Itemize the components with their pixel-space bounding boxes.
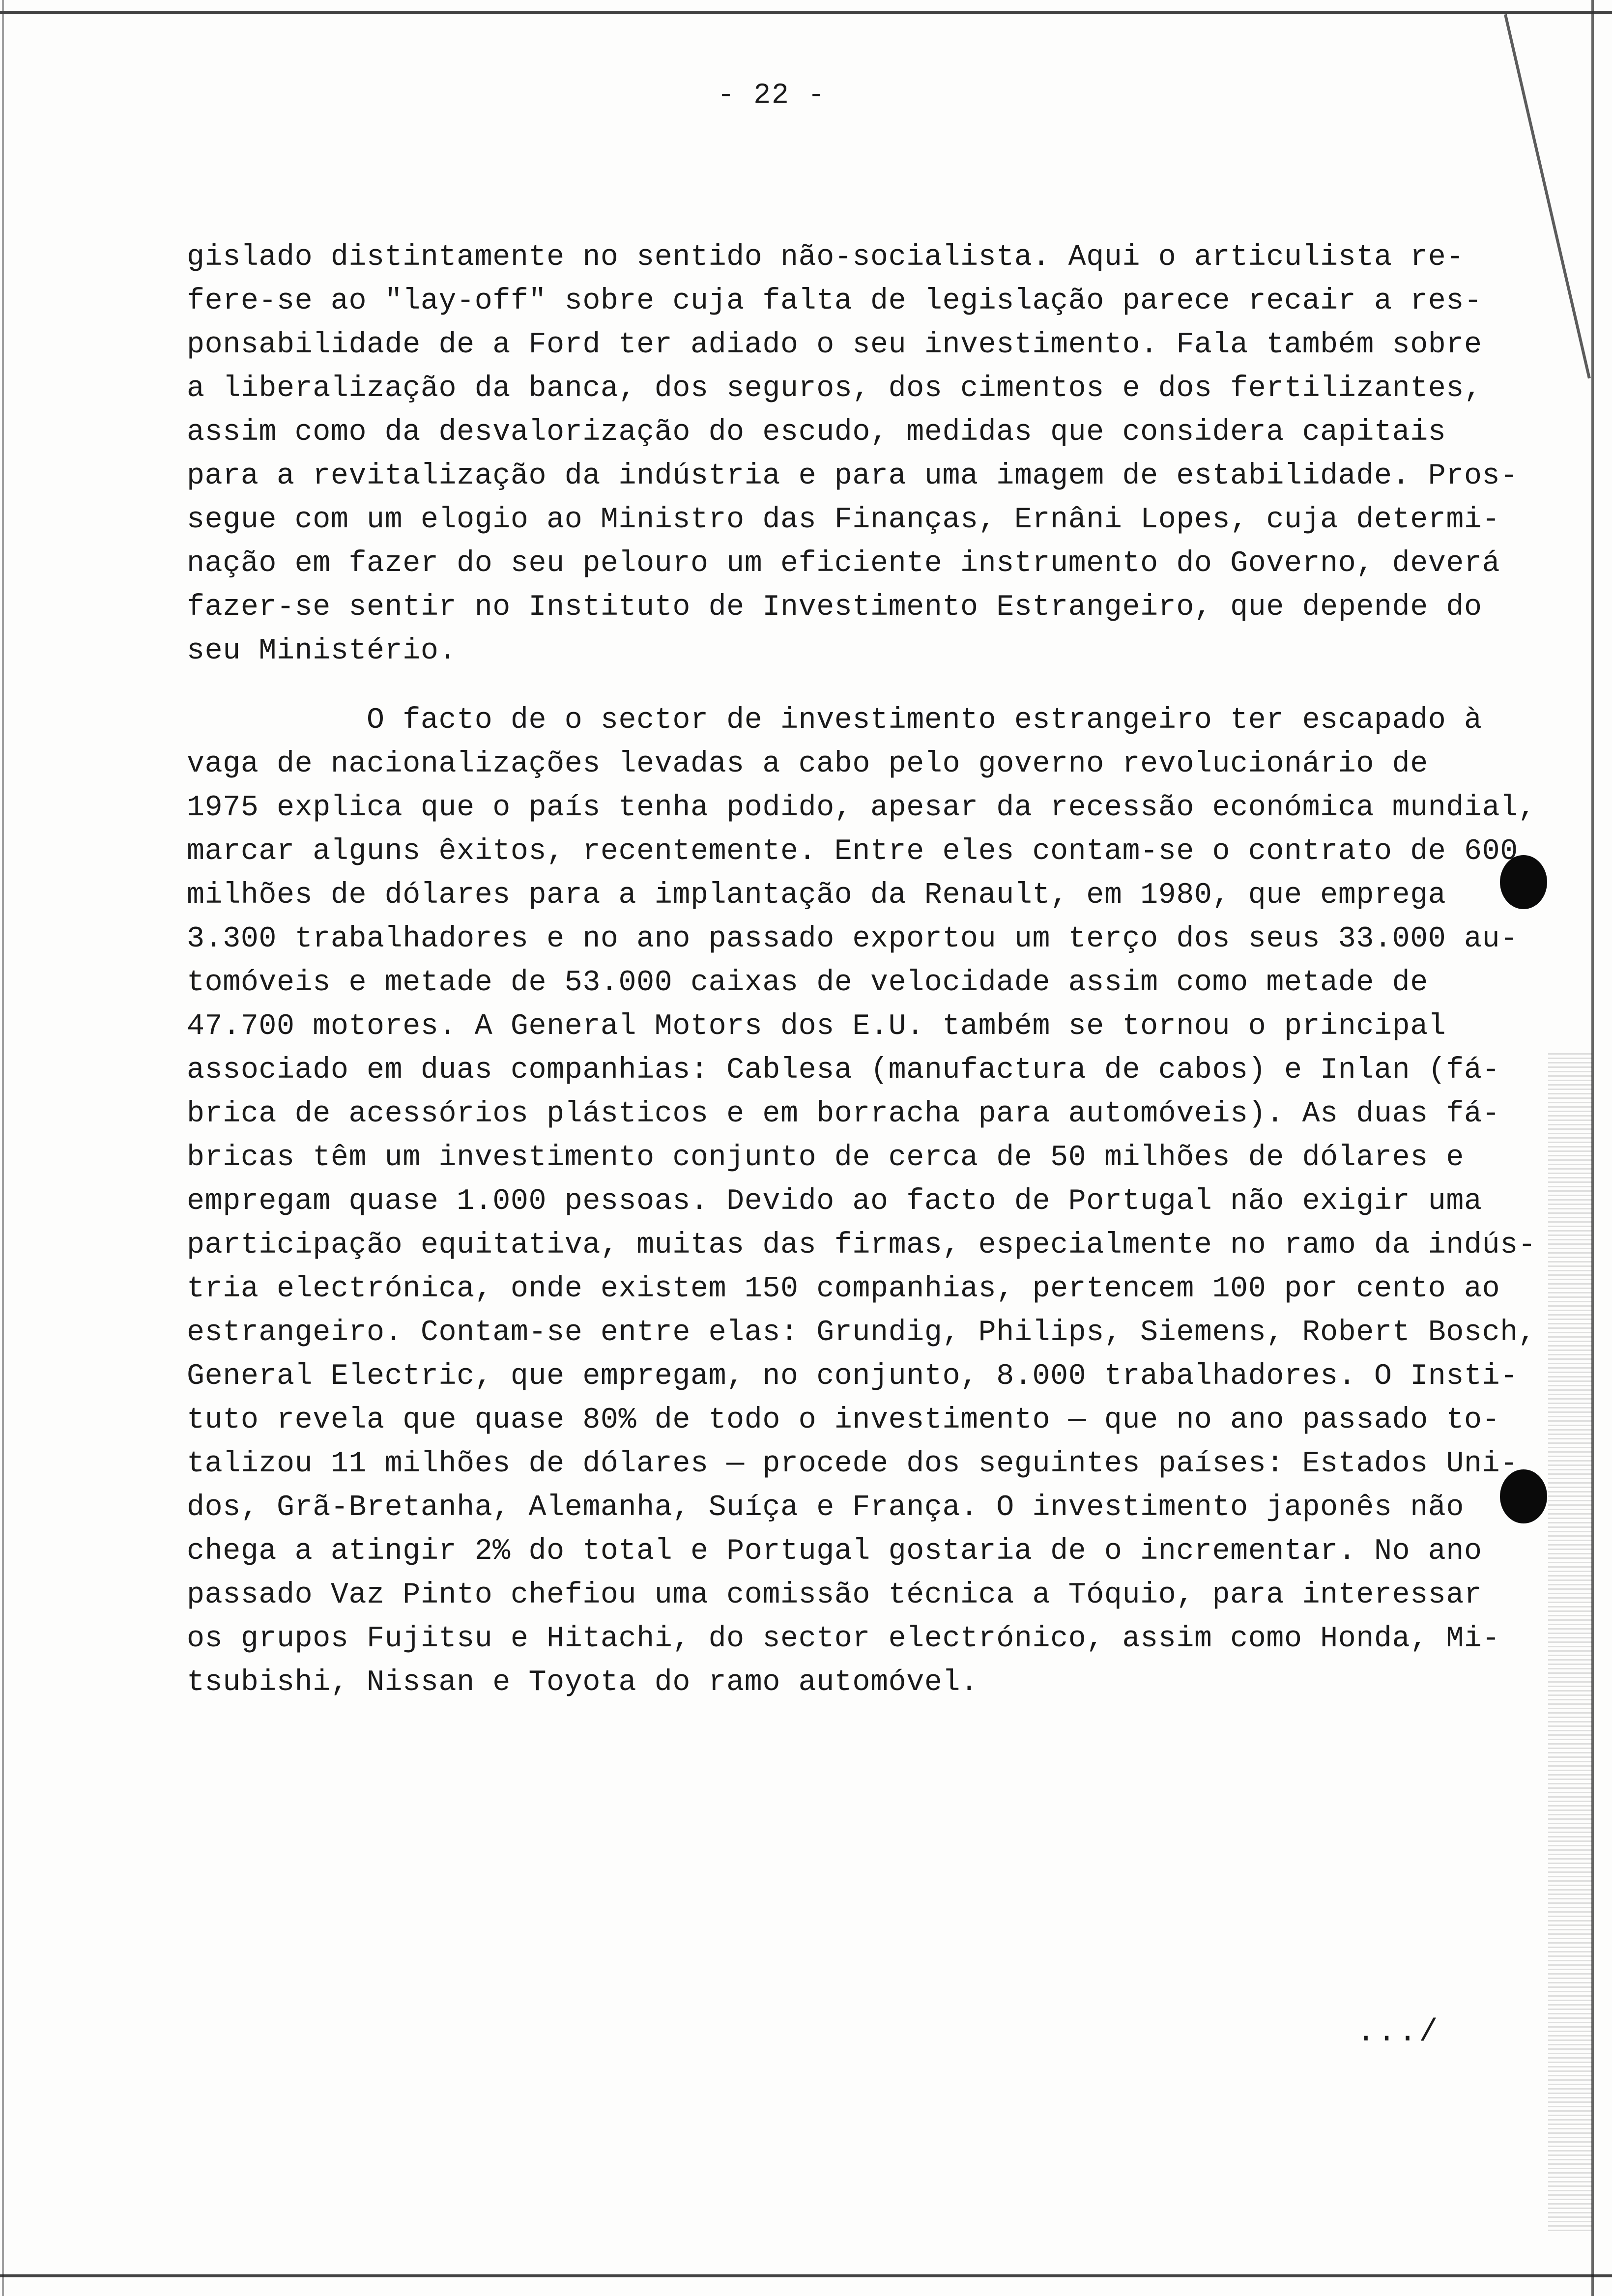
text-line: empregam quase 1.000 pessoas. Devido ao facto de Portugal não exigir uma bbox=[187, 1185, 1482, 1218]
text-line: General Electric, que empregam, no conjunto, 8.000 trabalhadores. O Insti- bbox=[187, 1360, 1518, 1393]
text-line: tomóveis e metade de 53.000 caixas de velocidade assim como metade de bbox=[187, 966, 1428, 1000]
text-line: gislado distintamente no sentido não-socialista. Aqui o articulista re- bbox=[187, 241, 1465, 274]
text-line: O facto de o sector de investimento estrangeiro ter escapado à bbox=[187, 704, 1482, 737]
body-text bbox=[187, 236, 1536, 1705]
scan-edge-top bbox=[0, 11, 1612, 14]
continuation-mark: .../ bbox=[1356, 2015, 1440, 2050]
text-line: 3.300 trabalhadores e no ano passado exportou um terço dos seus 33.000 au- bbox=[187, 922, 1518, 956]
text-line: participação equitativa, muitas das firmas, especialmente no ramo da indús- bbox=[187, 1229, 1536, 1262]
paragraph-gap bbox=[187, 673, 1524, 699]
text-line: chega a atingir 2% do total e Portugal gostaria de o incrementar. No ano bbox=[187, 1535, 1482, 1568]
text-line: tuto revela que quase 80% de todo o investimento — que no ano passado to- bbox=[187, 1404, 1500, 1437]
text-line: 47.700 motores. A General Motors dos E.U. também se tornou o principal bbox=[187, 1010, 1446, 1043]
text-line: ponsabilidade de a Ford ter adiado o seu investimento. Fala também sobre bbox=[187, 328, 1482, 362]
text-line: marcar alguns êxitos, recentemente. Entre eles contam-se o contrato de 600 bbox=[187, 835, 1518, 868]
scan-edge-bottom bbox=[0, 2274, 1612, 2277]
text-line: talizou 11 milhões de dólares — procede dos seguintes países: Estados Uni- bbox=[187, 1447, 1518, 1481]
text-line: fere-se ao "lay-off" sobre cuja falta de legislação parece recair a res- bbox=[187, 285, 1482, 318]
text-line: vaga de nacionalizações levadas a cabo pelo governo revolucionário de bbox=[187, 747, 1428, 781]
text-line: estrangeiro. Contam-se entre elas: Grundig, Philips, Siemens, Robert Bosch, bbox=[187, 1316, 1536, 1349]
text-line: tsubishi, Nissan e Toyota do ramo automóvel. bbox=[187, 1666, 979, 1699]
text-line: milhões de dólares para a implantação da Renault, em 1980, que emprega bbox=[187, 879, 1446, 912]
text-line: tria electrónica, onde existem 150 companhias, pertencem 100 por cento ao bbox=[187, 1272, 1500, 1306]
text-line: passado Vaz Pinto chefiou uma comissão técnica a Tóquio, para interessar bbox=[187, 1578, 1482, 1612]
paragraph-2 bbox=[187, 699, 1536, 1705]
text-line: os grupos Fujitsu e Hitachi, do sector electrónico, assim como Honda, Mi- bbox=[187, 1622, 1500, 1656]
scan-noise-strip bbox=[1548, 1052, 1592, 2231]
text-line: fazer-se sentir no Instituto de Investimento Estrangeiro, que depende do bbox=[187, 591, 1482, 624]
text-line: associado em duas companhias: Cablesa (manufactura de cabos) e Inlan (fá- bbox=[187, 1054, 1500, 1087]
text-line: nação em fazer do seu pelouro um eficiente instrumento do Governo, deverá bbox=[187, 547, 1500, 580]
text-line: segue com um elogio ao Ministro das Finanças, Ernâni Lopes, cuja determi- bbox=[187, 503, 1500, 537]
text-line: seu Ministério. bbox=[187, 634, 457, 668]
text-line: a liberalização da banca, dos seguros, dos cimentos e dos fertilizantes, bbox=[187, 372, 1482, 405]
page-number: - 22 - bbox=[717, 80, 826, 112]
text-line: dos, Grã-Bretanha, Alemanha, Suíça e França. O investimento japonês não bbox=[187, 1491, 1465, 1524]
text-line: brica de acessórios plásticos e em borracha para automóveis). As duas fá- bbox=[187, 1097, 1500, 1131]
text-line: bricas têm um investimento conjunto de cerca de 50 milhões de dólares e bbox=[187, 1141, 1465, 1175]
paragraph-1 bbox=[187, 236, 1524, 673]
text-line: para a revitalização da indústria e para uma imagem de estabilidade. Pros- bbox=[187, 459, 1518, 493]
text-line: assim como da desvalorização do escudo, medidas que considera capitais bbox=[187, 416, 1446, 449]
scan-edge-left bbox=[2, 0, 4, 2296]
text-line: 1975 explica que o país tenha podido, apesar da recessão económica mundial, bbox=[187, 791, 1536, 825]
